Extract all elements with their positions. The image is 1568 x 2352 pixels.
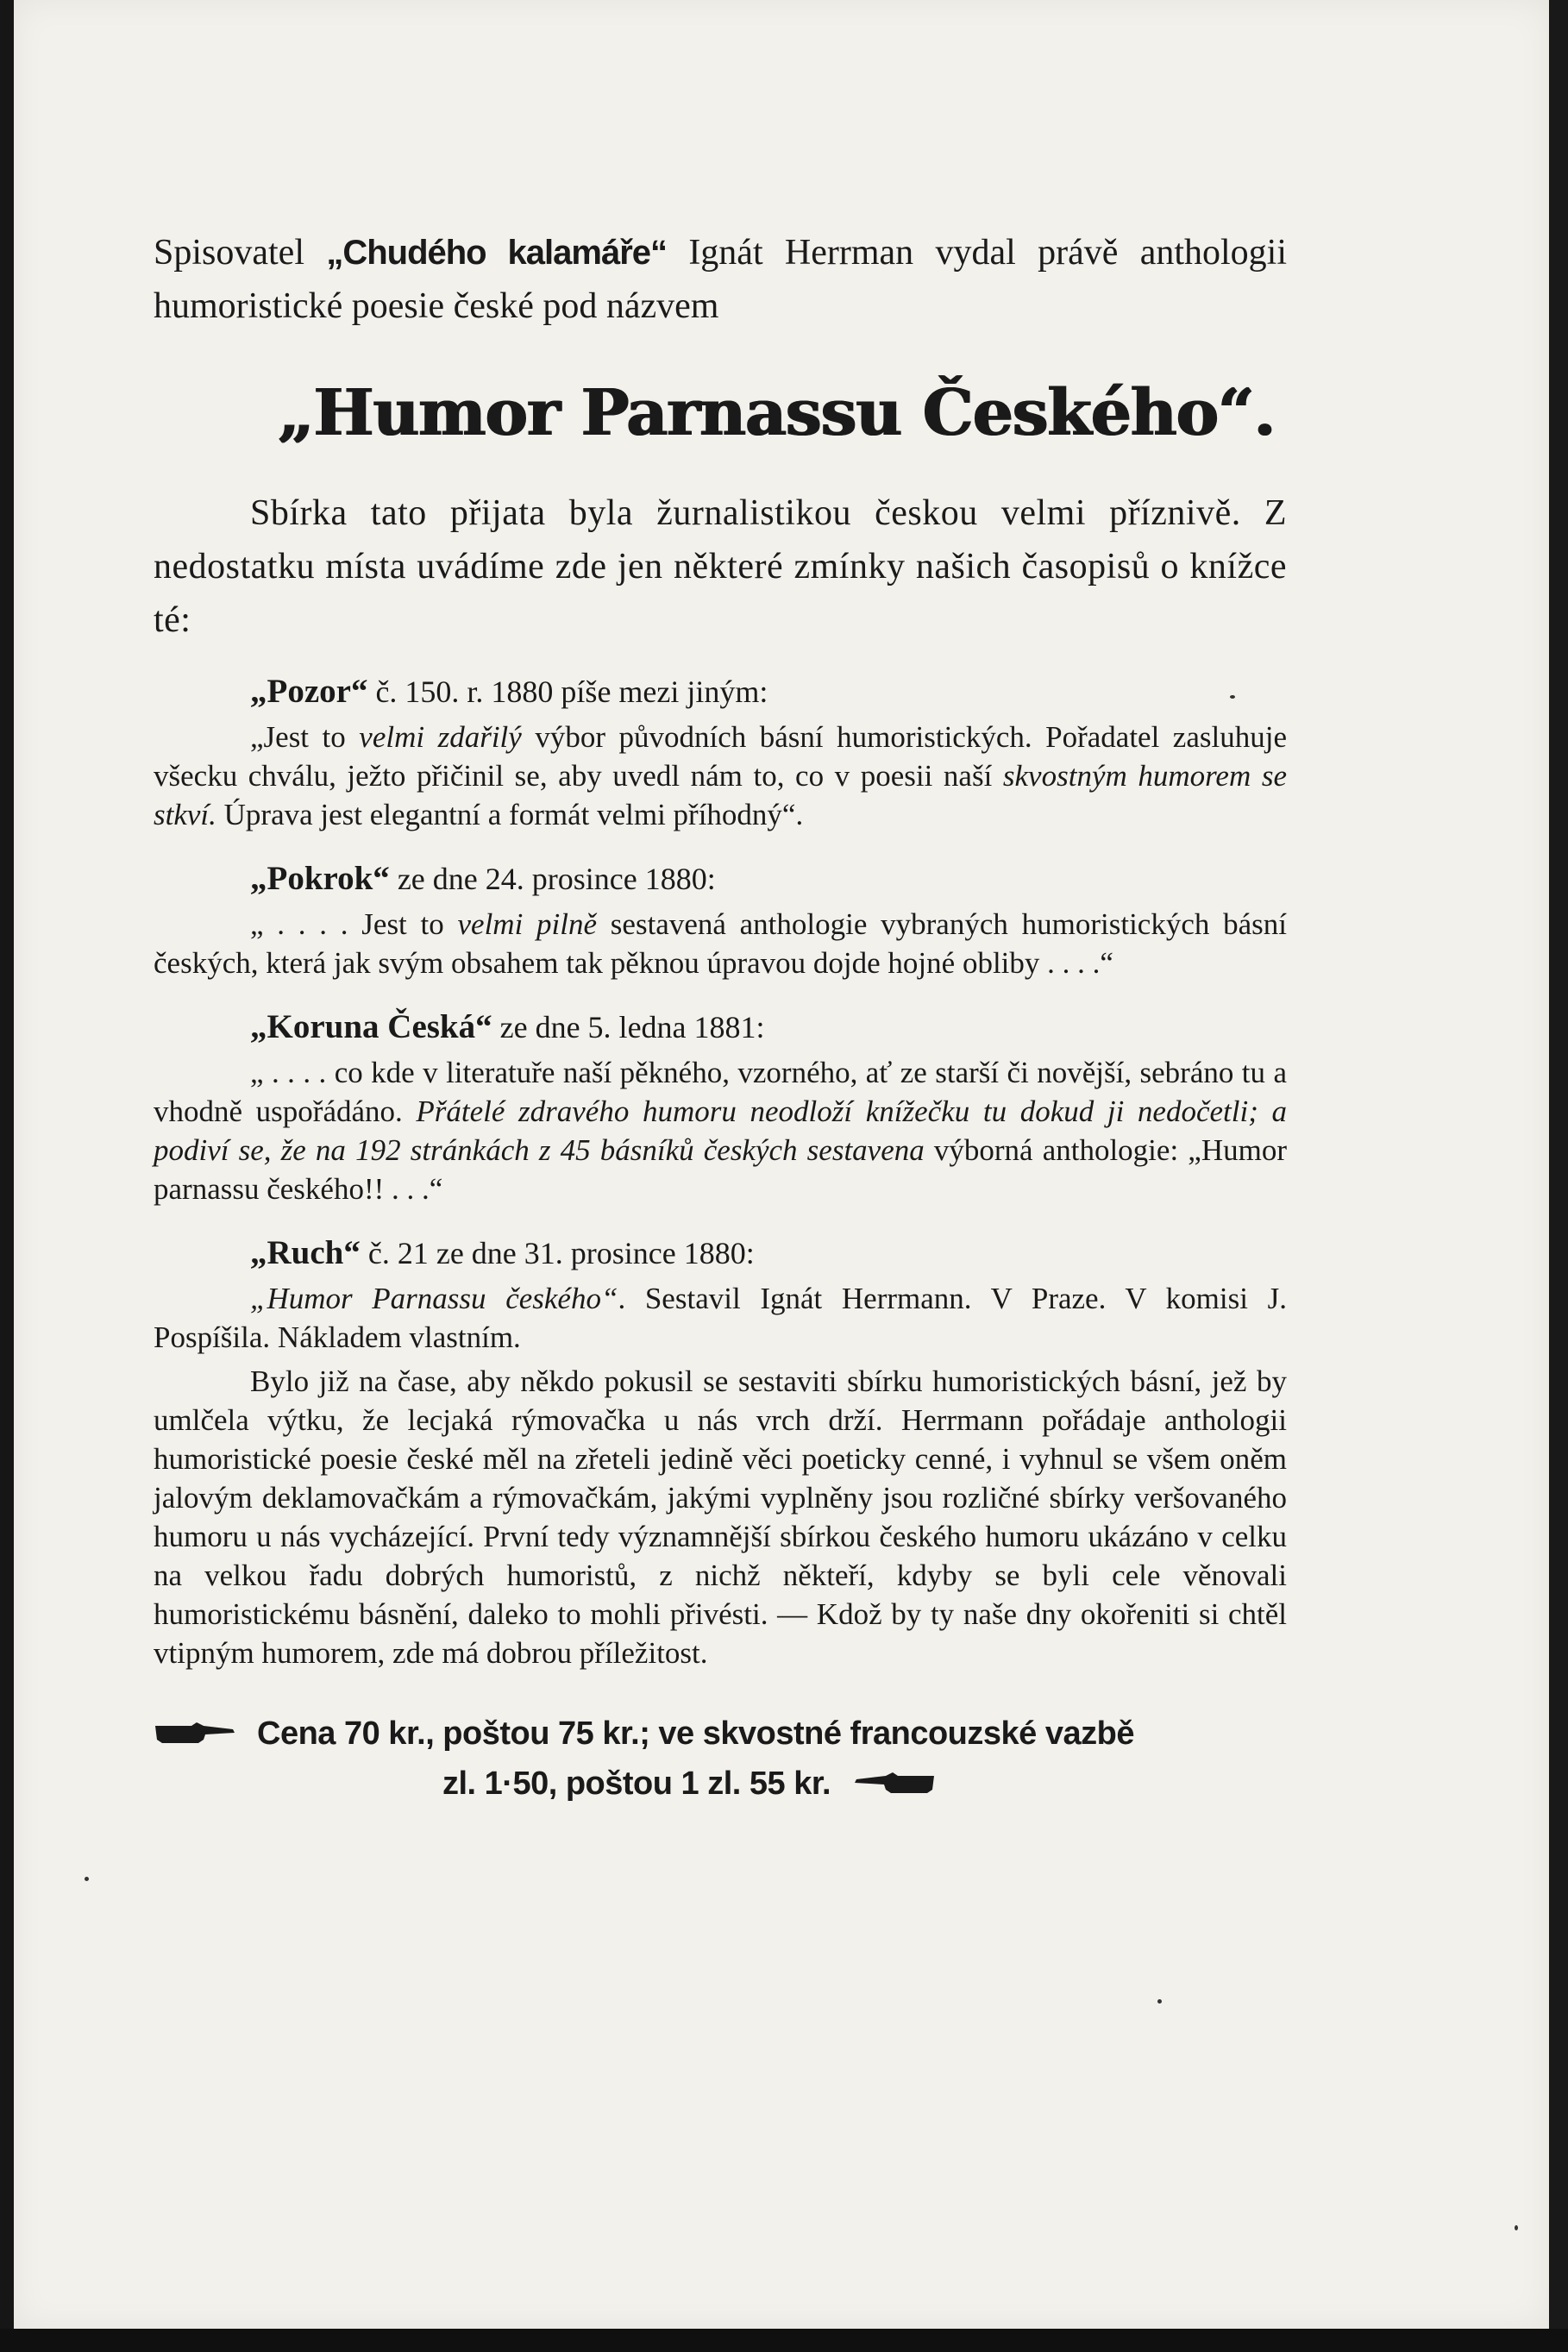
price-line-2-text: zl. 1·50, poštou 1 zl. 55 kr.	[442, 1766, 831, 1802]
price-block	[154, 1709, 1287, 1809]
review-source-info: ze dne 5. ledna 1881:	[492, 1010, 765, 1044]
intro-text-after: Ignát Herrman vydal právě anthologii humoristické poesie české pod názvem	[154, 233, 1288, 326]
price-line-1	[154, 1709, 1287, 1759]
price-line-2	[154, 1759, 1287, 1809]
review-ruch	[154, 1232, 1287, 1672]
pointing-hand-right-icon	[154, 1721, 236, 1747]
intro-text-before: Spisovatel	[154, 233, 327, 273]
quote-part-italic: velmi zdařilý	[359, 720, 522, 754]
document-page	[14, 0, 1549, 2329]
review-source-info: ze dne 24. prosince 1880:	[389, 862, 716, 896]
quote-part: Úprava jest elegantní a formát velmi příhodný“.	[216, 798, 804, 831]
pointing-hand-left-icon	[850, 1771, 936, 1797]
review-paragraph: Bylo již na čase, aby někdo pokusil se sestaviti sbírku humoristických básní, jež by umlčela výtku, že lecjaká rýmovačka u nás vrch drží. Herrmann pořádaje anthologii humoristické poesie české měl na zřeteli jedině věci poeticky cenné, i vyhnul se všem oněm jalovým deklamovačkám a rýmovačkám, jakými vyplněny jsou rozličné sbírky veršovaného humoru u nás vycházející. První tedy významnější sbírkou českého humoru ukázáno v celku na velkou řadu dobrých humoristů, z nichž někteří, kdyby se byli cele věnovali humoristickému básnění, daleko to mohli přivésti. — Kdož by ty naše dny okořeniti si chtěl vtipným humorem, zde má dobrou příležitost.	[154, 1364, 1287, 1670]
scan-bottom-edge	[0, 2329, 1568, 2352]
review-source-name: „Koruna Česká“	[250, 1008, 492, 1045]
review-quote	[154, 718, 1287, 834]
review-source-line	[154, 1007, 1287, 1048]
review-source-name: „Pozor“	[250, 673, 368, 710]
quote-part: „ . . . . Jest to	[250, 907, 458, 941]
quote-part: „Jest to	[250, 720, 360, 754]
quote-part: . Sestavil Ignát Herrmann. V Praze. V komisi J. Pospíšila. Nákladem vlastním.	[154, 1282, 1287, 1354]
review-source-line	[154, 1232, 1287, 1274]
chudeho-kalamare-highlight: „Chudého kalamáře“	[326, 234, 668, 272]
quote-part-italic: velmi pilně	[457, 907, 598, 941]
price-line-1-text: Cena 70 kr., poštou 75 kr.; ve skvostné francouzské vazbě	[257, 1715, 1134, 1752]
review-quote	[154, 1279, 1287, 1357]
quote-part-italic: „Humor Parnassu českého“	[250, 1282, 618, 1315]
quote-part: sestavená anthologie vybraných humoristických básní českých, která jak svým obsahem tak pěknou úpravou dojde hojné obliby . . . .“	[154, 907, 1287, 980]
quote-part: výbor původních básní humoristických. Pořadatel zasluhuje všecku chválu, ježto přičinil se, aby uvedl nám to, co v poesii naší	[154, 720, 1287, 793]
review-source-line	[154, 858, 1287, 900]
review-source-info: č. 150. r. 1880 píše mezi jiným:	[367, 674, 768, 709]
scan-right-edge	[1549, 0, 1568, 2352]
review-quote	[154, 1053, 1287, 1208]
intro-paragraph	[154, 226, 1287, 333]
quote-part: „ . . . . co kde v literatuře naší pěkného, vzorného, ať ze starší či novější, sebráno tu a vhodně uspořádáno.	[154, 1056, 1287, 1128]
review-source-line	[154, 671, 1287, 712]
quote-part-italic: skvostným humorem se stkví.	[154, 759, 1287, 831]
quote-part-italic: Přátelé zdravého humoru neodloží knížečku tu dokud ji nedočetli; a podiví se, že na 192 stránkách z 45 básníků českých sestavena	[154, 1094, 1287, 1167]
review-pozor	[154, 671, 1287, 834]
review-source-name: „Pokrok“	[250, 860, 390, 897]
book-title: „Humor Parnassu Českého“.	[278, 376, 1276, 450]
review-source-name: „Ruch“	[250, 1234, 361, 1271]
scan-left-edge	[0, 0, 14, 2352]
review-source-info: č. 21 ze dne 31. prosince 1880:	[360, 1236, 755, 1270]
document-content	[154, 226, 1287, 1809]
review-koruna-ceska	[154, 1007, 1287, 1208]
review-quote	[154, 905, 1287, 982]
quote-part: výborná anthologie: „Humor parnassu českého!! . . .“	[154, 1133, 1287, 1206]
review-pokrok	[154, 858, 1287, 982]
reception-paragraph: Sbírka tato přijata byla žurnalistikou českou velmi příznivě. Z nedostatku místa uvádíme zde jen některé zmínky našich časopisů o knížce té:	[154, 493, 1287, 640]
